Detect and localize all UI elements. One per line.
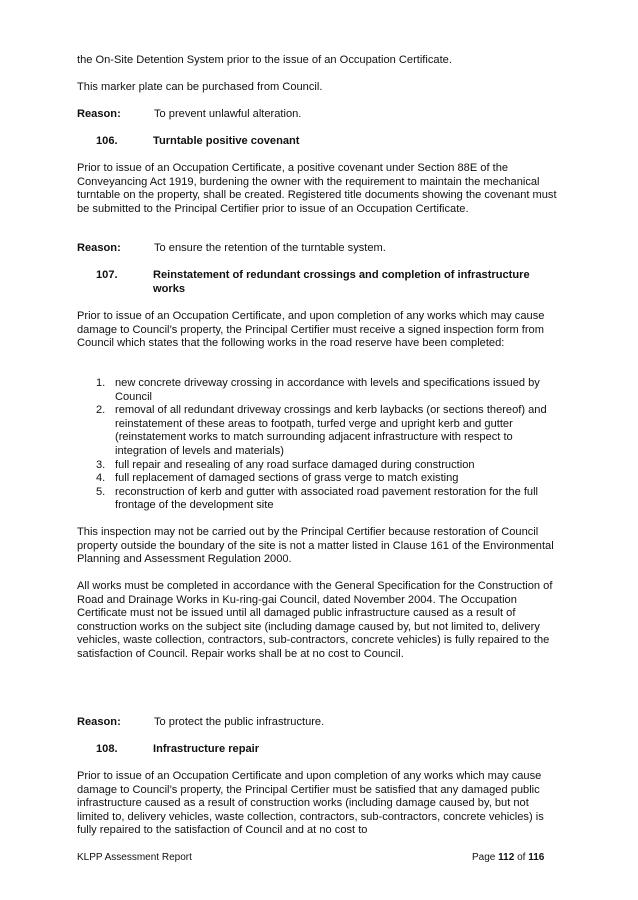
reason-text: To ensure the retention of the turntable system. xyxy=(154,242,386,254)
reason-row xyxy=(77,716,557,730)
paragraph-marker-plate: This marker plate can be purchased from Council. xyxy=(77,81,323,93)
reason-label: Reason: xyxy=(77,108,121,120)
condition-title: Turntable positive covenant xyxy=(153,135,300,147)
reason-text: To prevent unlawful alteration. xyxy=(154,108,302,120)
footer-page-number: Page 112 of 116 xyxy=(472,852,545,863)
reason-label: Reason: xyxy=(77,716,121,728)
reason-label: Reason: xyxy=(77,242,121,254)
list-item: 5. reconstruction of kerb and gutter with associated road pavement restoration for the full frontage of the development site xyxy=(96,485,539,512)
total-pages: 116 xyxy=(528,852,545,863)
list-item: 2. removal of all redundant driveway crossings and kerb laybacks (or sections thereof) and reinstatement of these areas to footpath, turfed verge and upright kerb and gutter (reinstatement works to match surrounding adjacent infrastructure with respect to integration of levels and materials) xyxy=(96,404,547,457)
paragraph-inspection: This inspection may not be carried out by the Principal Certifier because restoration of Council property outside the boundary of the site is not a matter listed in Clause 161 of the Environmental Planning and Assessment Regulation 2000. xyxy=(77,526,554,566)
reason-row xyxy=(77,242,557,256)
paragraph-106: Prior to issue of an Occupation Certificate, a positive covenant under Section 88E of the Conveyancing Act 1919, burdening the owner with the requirement to maintain the mechanical turntable on the property, shall be created. Registered title documents showing the covenant must be submitted to the Principal Certifier prior to issue of an Occupation Certificate. xyxy=(77,162,557,215)
paragraph-108: Prior to issue of an Occupation Certificate and upon completion of any works which may cause damage to Council’s property, the Principal Certifier must be satisfied that any damaged public infrastructure caused as a result of construction works (including damage caused by, but not limited to, delivery vehicles, waste collection, contractors, sub-contractors, concrete vehicles) is fully repaired to the satisfaction of Council and at no cost to xyxy=(77,770,544,837)
current-page: 112 xyxy=(498,852,515,863)
condition-heading-107 xyxy=(96,269,566,296)
list-item: 3. full repair and resealing of any road surface damaged during construction xyxy=(96,458,475,471)
condition-number: 106. xyxy=(96,135,118,147)
list-item: 1. new concrete driveway crossing in accordance with levels and specifications issued by Council xyxy=(96,377,540,403)
footer-report-name: KLPP Assessment Report xyxy=(77,852,192,863)
condition-number: 107. xyxy=(96,269,118,281)
list-item: 4. full replacement of damaged sections of grass verge to match existing xyxy=(96,472,459,485)
condition-heading-106 xyxy=(96,135,566,149)
reason-text: To protect the public infrastructure. xyxy=(154,716,325,728)
condition-number: 108. xyxy=(96,743,118,755)
reason-row xyxy=(77,108,557,122)
paragraph-all-works: All works must be completed in accordance with the General Specification for the Construction of Road and Drainage Works in Ku-ring-gai Council, dated November 2004. The Occupation Certificate must not be issued until all damaged public infrastructure caused as a result of construction works on the subject site (including damage caused by, but not limited to, delivery vehicles, waste collection, contractors, sub-contractors, concrete vehicles) is fully repaired to the satisfaction of Council. Repair works shall be at no cost to Council. xyxy=(77,580,553,660)
condition-title: Reinstatement of redundant crossings and completion of infrastructure works xyxy=(153,269,530,295)
paragraph-107: Prior to issue of an Occupation Certificate, and upon completion of any works which may cause damage to Council’s property, the Principal Certifier must receive a signed inspection form from Council which states that the following works in the road reserve have been completed: xyxy=(77,310,545,350)
condition-heading-108 xyxy=(96,743,566,757)
paragraph-intro: the On-Site Detention System prior to the issue of an Occupation Certificate. xyxy=(77,54,452,66)
condition-title: Infrastructure repair xyxy=(153,743,260,755)
works-list xyxy=(77,377,557,513)
